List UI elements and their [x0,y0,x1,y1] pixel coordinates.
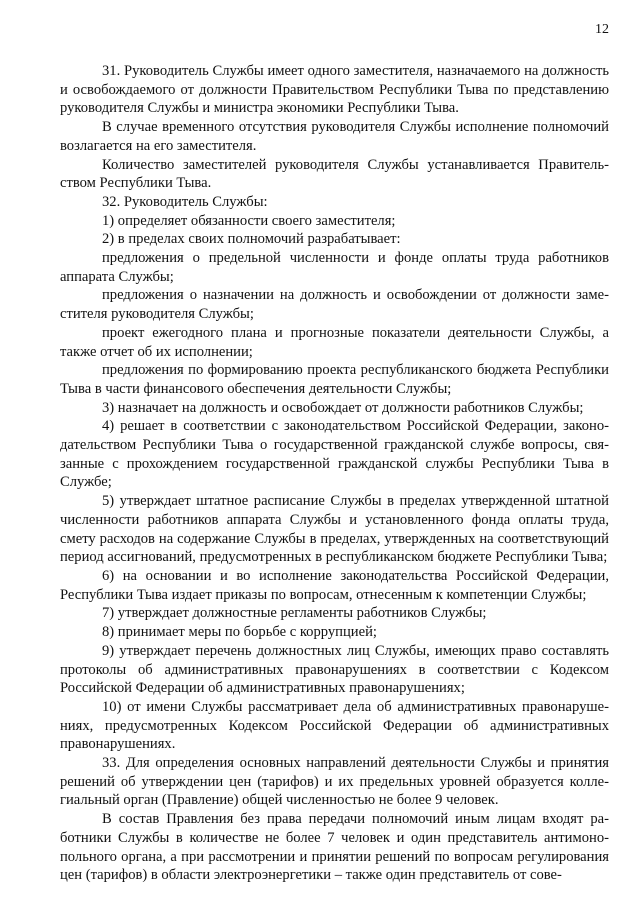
sub-item-budget-proposals: предложения по формированию проекта республиканского бюджета Республики Тыва в части финансового обеспечения деятельности Службы; [60,362,609,397]
sub-item-deputy-appointment: предложения о назначении на должность и освобождении от должности заместителя руководителя Службы; [60,287,609,323]
paragraph-31: 31. Руководитель Службы имеет одного заместителя, назначаемого на должность и освобождаемого от должности Правительством Республики Тыва по представлению руководителя Службы и министра экономики Республики Тыва. [60,63,609,117]
paragraph-deputies-count: Количество заместителей руководителя Службы устанавливается Правительством Республики Тыва. [60,156,609,192]
list-item-3: 3) назначает на должность и освобождает от должности работников Службы; [102,399,584,416]
sub-item-headcount-proposals: предложения о предельной численности и фонде оплаты труда работников аппарата Службы; [60,250,609,285]
list-item-5: 5) утверждает штатное расписание Службы в пределах утвержденной штатной численности работников аппарата Службы и установленного фонда оплаты труда, смету расходов на содержание Службы в пределах, утвержденных на соответствующий период ассигнований, предусмотренных в республиканском бюджете Республики Тыва; [60,493,609,566]
paragraph-board-composition: В состав Правления без права передачи полномочий иным лицам входят работники Службы в количестве не более 7 человек и один представитель антимонопольного органа, а при рассмотрении и принятии решений по вопросам регулирования цен (тарифов) в области электроэнергетики – также один представитель от сове- [60,811,609,884]
page-number: 12 [595,22,609,37]
paragraph-temporary-absence: В случае временного отсутствия руководителя Службы исполнение полномочий возлагается на его заместителя. [60,119,609,154]
list-item-10: 10) от имени Службы рассматривает дела об административных правонарушениях, предусмотренных Кодексом Российской Федерации об административных правонарушениях. [60,698,609,753]
list-item-1: 1) определяет обязанности своего заместителя; [102,212,396,229]
list-item-9: 9) утверждает перечень должностных лиц Службы, имеющих право составлять протоколы об административных правонарушениях в соответствии с Кодексом Российской Федерации об административных правонарушениях; [60,642,609,697]
paragraph-32-heading: 32. Руководитель Службы: [102,193,268,210]
list-item-7: 7) утверждает должностные регламенты работников Службы; [102,605,487,622]
paragraph-33: 33. Для определения основных направлений деятельности Службы и принятия решений об утверждении цен (тарифов) и их предельных уровней образуется коллегиальный орган (Правление) общей численностью не более 9 человек. [60,755,609,809]
list-item-2: 2) в пределах своих полномочий разрабатывает: [102,231,401,248]
list-item-6: 6) на основании и во исполнение законодательства Российской Федерации, Республики Тыва издает приказы по вопросам, отнесенным к компетенции Службы; [60,567,609,603]
sub-item-annual-plan: проект ежегодного плана и прогнозные показатели деятельности Службы, а также отчет об их исполнении; [60,324,609,360]
list-item-8: 8) принимает меры по борьбе с коррупцией; [102,624,377,641]
list-item-4: 4) решает в соответствии с законодательством Российской Федерации, законодательством Республики Тыва о государственной гражданской службе вопросы, связанные с прохождением государственной гражданской службы Республики Тыва в Службе; [60,418,609,491]
document-body [60,62,609,885]
